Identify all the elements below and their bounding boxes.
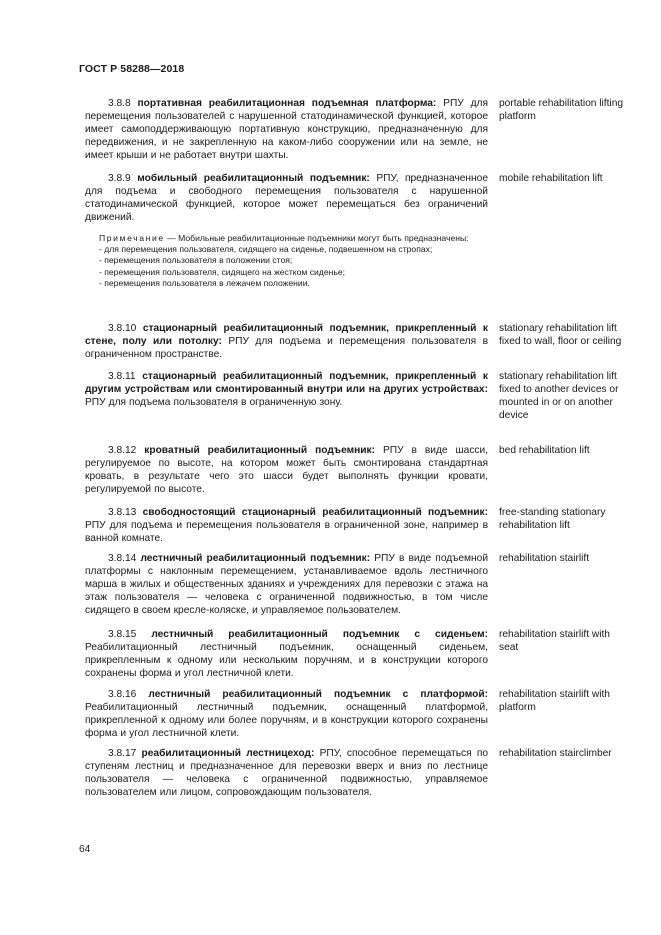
term-english: free-standing stationary rehabilitation lift bbox=[499, 507, 606, 531]
term-definition-text: Реабилитационный лестничный подъемник, оснащенный сиденьем, прикрепленным к одному или нескольким поручням, и в конструкции которого сохранены форма и угол лестничной клети. bbox=[85, 642, 488, 679]
term-title: реабилитационный лестницеход: bbox=[141, 748, 315, 759]
term-definition-ru bbox=[85, 747, 488, 799]
term-title: свободностоящий стационарный реабилитационный подъемник: bbox=[142, 507, 489, 518]
term-definition-ru bbox=[85, 322, 488, 361]
term-title: мобильный реабилитационный подъемник: bbox=[137, 173, 370, 184]
term-number: 3.8.14 bbox=[108, 553, 137, 564]
term-definition-ru bbox=[85, 506, 488, 545]
term-number: 3.8.11 bbox=[108, 371, 136, 382]
term-number: 3.8.13 bbox=[108, 507, 137, 518]
document-header: ГОСТ Р 58288—2018 bbox=[79, 63, 185, 75]
term-english: mobile rehabilitation lift bbox=[499, 173, 603, 184]
term-english: rehabilitation stairlift with platform bbox=[499, 689, 610, 713]
term-definition-text: РПУ, способное перемещаться по ступеням лестниц и предназначенное для перевозки вверх и вниз по лестнице пользователя — человека с ограниченной подвижностью, управляемое пользователем или лицом, сопровождающим пользователя. bbox=[85, 748, 489, 798]
term-title: лестничный реабилитационный подъемник с сиденьем: bbox=[151, 629, 488, 640]
term-title: лестничный реабилитационный подъемник с платформой: bbox=[148, 689, 488, 700]
term-definition-text: РПУ для перемещения пользователей с нарушенной статодинамической функцией, которое имеет самоподдерживающую портативную конструкцию, предназначенную для передвижения, и не закрепленную на каком-либо сооружении или на земле, не имеет крыши и не работает внутри шахты. bbox=[85, 98, 489, 161]
term-english: stationary rehabilitation lift fixed to another devices or mounted in or on another device bbox=[499, 371, 619, 421]
term-definition-ru bbox=[85, 370, 488, 409]
term-number: 3.8.17 bbox=[108, 748, 137, 759]
note-item: - перемещения пользователя в лежачем положении. bbox=[99, 277, 310, 288]
term-definition-text: РПУ в виде шасси, регулируемое по высоте, на котором может быть смонтирована стандартная кровать, в результате чего это шасси будет выполнять функции кровати, регулируемой по высоте. bbox=[85, 445, 489, 495]
term-number: 3.8.15 bbox=[108, 629, 137, 640]
term-number: 3.8.9 bbox=[108, 173, 131, 184]
note-text: — Мобильные реабилитационные подъемники могут быть предназначены: bbox=[167, 233, 469, 243]
note-item: - для перемещения пользователя, сидящего на сиденье, подвешенном на стропах; bbox=[99, 244, 433, 255]
term-definition-text: РПУ, предназначенное для подъема и свободного перемещения пользователя с нарушенной статодинамической функцией, которое может перемещаться без ограничений движений. bbox=[85, 173, 489, 223]
term-title: стационарный реабилитационный подъемник, прикрепленный к другим устройствам или смонтированный внутри или на других устройствах: bbox=[85, 371, 488, 395]
term-english: rehabilitation stairlift with seat bbox=[499, 629, 610, 653]
term-title: кроватный реабилитационный подъемник: bbox=[144, 445, 376, 456]
term-definition-text: РПУ в виде подъемной платформы с наклонным перемещением, устанавливаемое вдоль лестничного марша в жилых и общественных зданиях и учреждениях для перевозки с этажа на этаж пользователя — человека с ограниченной подвижностью, в том числе сидящего в своем кресле-коляске, и управляемое пользователем. bbox=[85, 553, 489, 616]
note-block bbox=[85, 233, 488, 289]
term-title: стационарный реабилитационный подъемник, прикрепленный к стене, полу или потолку: bbox=[85, 323, 489, 347]
note-label: Примечание bbox=[99, 233, 165, 243]
term-title: портативная реабилитационная подъемная платформа: bbox=[137, 98, 437, 109]
term-english: rehabilitation stairlift bbox=[499, 553, 590, 564]
term-definition-ru bbox=[85, 628, 488, 680]
term-number: 3.8.8 bbox=[108, 98, 131, 109]
note-item: - перемещения пользователя в положении стоя; bbox=[99, 255, 293, 266]
term-definition-text: РПУ для подъема и перемещения пользователя в ограниченной зоне, например в ванной комнате. bbox=[85, 520, 488, 544]
term-definition-text: Реабилитационный лестничный подъемник, оснащенный платформой, прикрепленной к одному или более поручням, и в конструкции которого сохранены форма и угол лестничной клети. bbox=[85, 702, 488, 739]
term-number: 3.8.12 bbox=[108, 445, 137, 456]
term-english: stationary rehabilitation lift fixed to wall, floor or ceiling bbox=[499, 323, 622, 347]
term-definition-ru bbox=[85, 552, 488, 617]
term-english: rehabilitation stairclimber bbox=[499, 748, 612, 759]
term-number: 3.8.16 bbox=[108, 689, 137, 700]
note-item: - перемещения пользователя, сидящего на жестком сиденье; bbox=[99, 266, 345, 277]
term-number: 3.8.10 bbox=[108, 323, 137, 334]
term-definition-ru bbox=[85, 172, 488, 224]
term-english: portable rehabilitation lifting platform bbox=[499, 98, 624, 122]
page-number: 64 bbox=[79, 844, 91, 855]
term-title: лестничный реабилитационный подъемник: bbox=[140, 553, 371, 564]
term-definition-ru bbox=[85, 688, 488, 740]
term-definition-text: РПУ для подъема и перемещения пользователя в ограниченном пространстве. bbox=[85, 336, 488, 360]
term-definition-ru bbox=[85, 97, 488, 162]
term-definition-ru bbox=[85, 444, 488, 496]
term-definition-text: РПУ для подъема пользователя в ограниченную зону. bbox=[85, 397, 343, 408]
term-english: bed rehabilitation lift bbox=[499, 445, 590, 456]
